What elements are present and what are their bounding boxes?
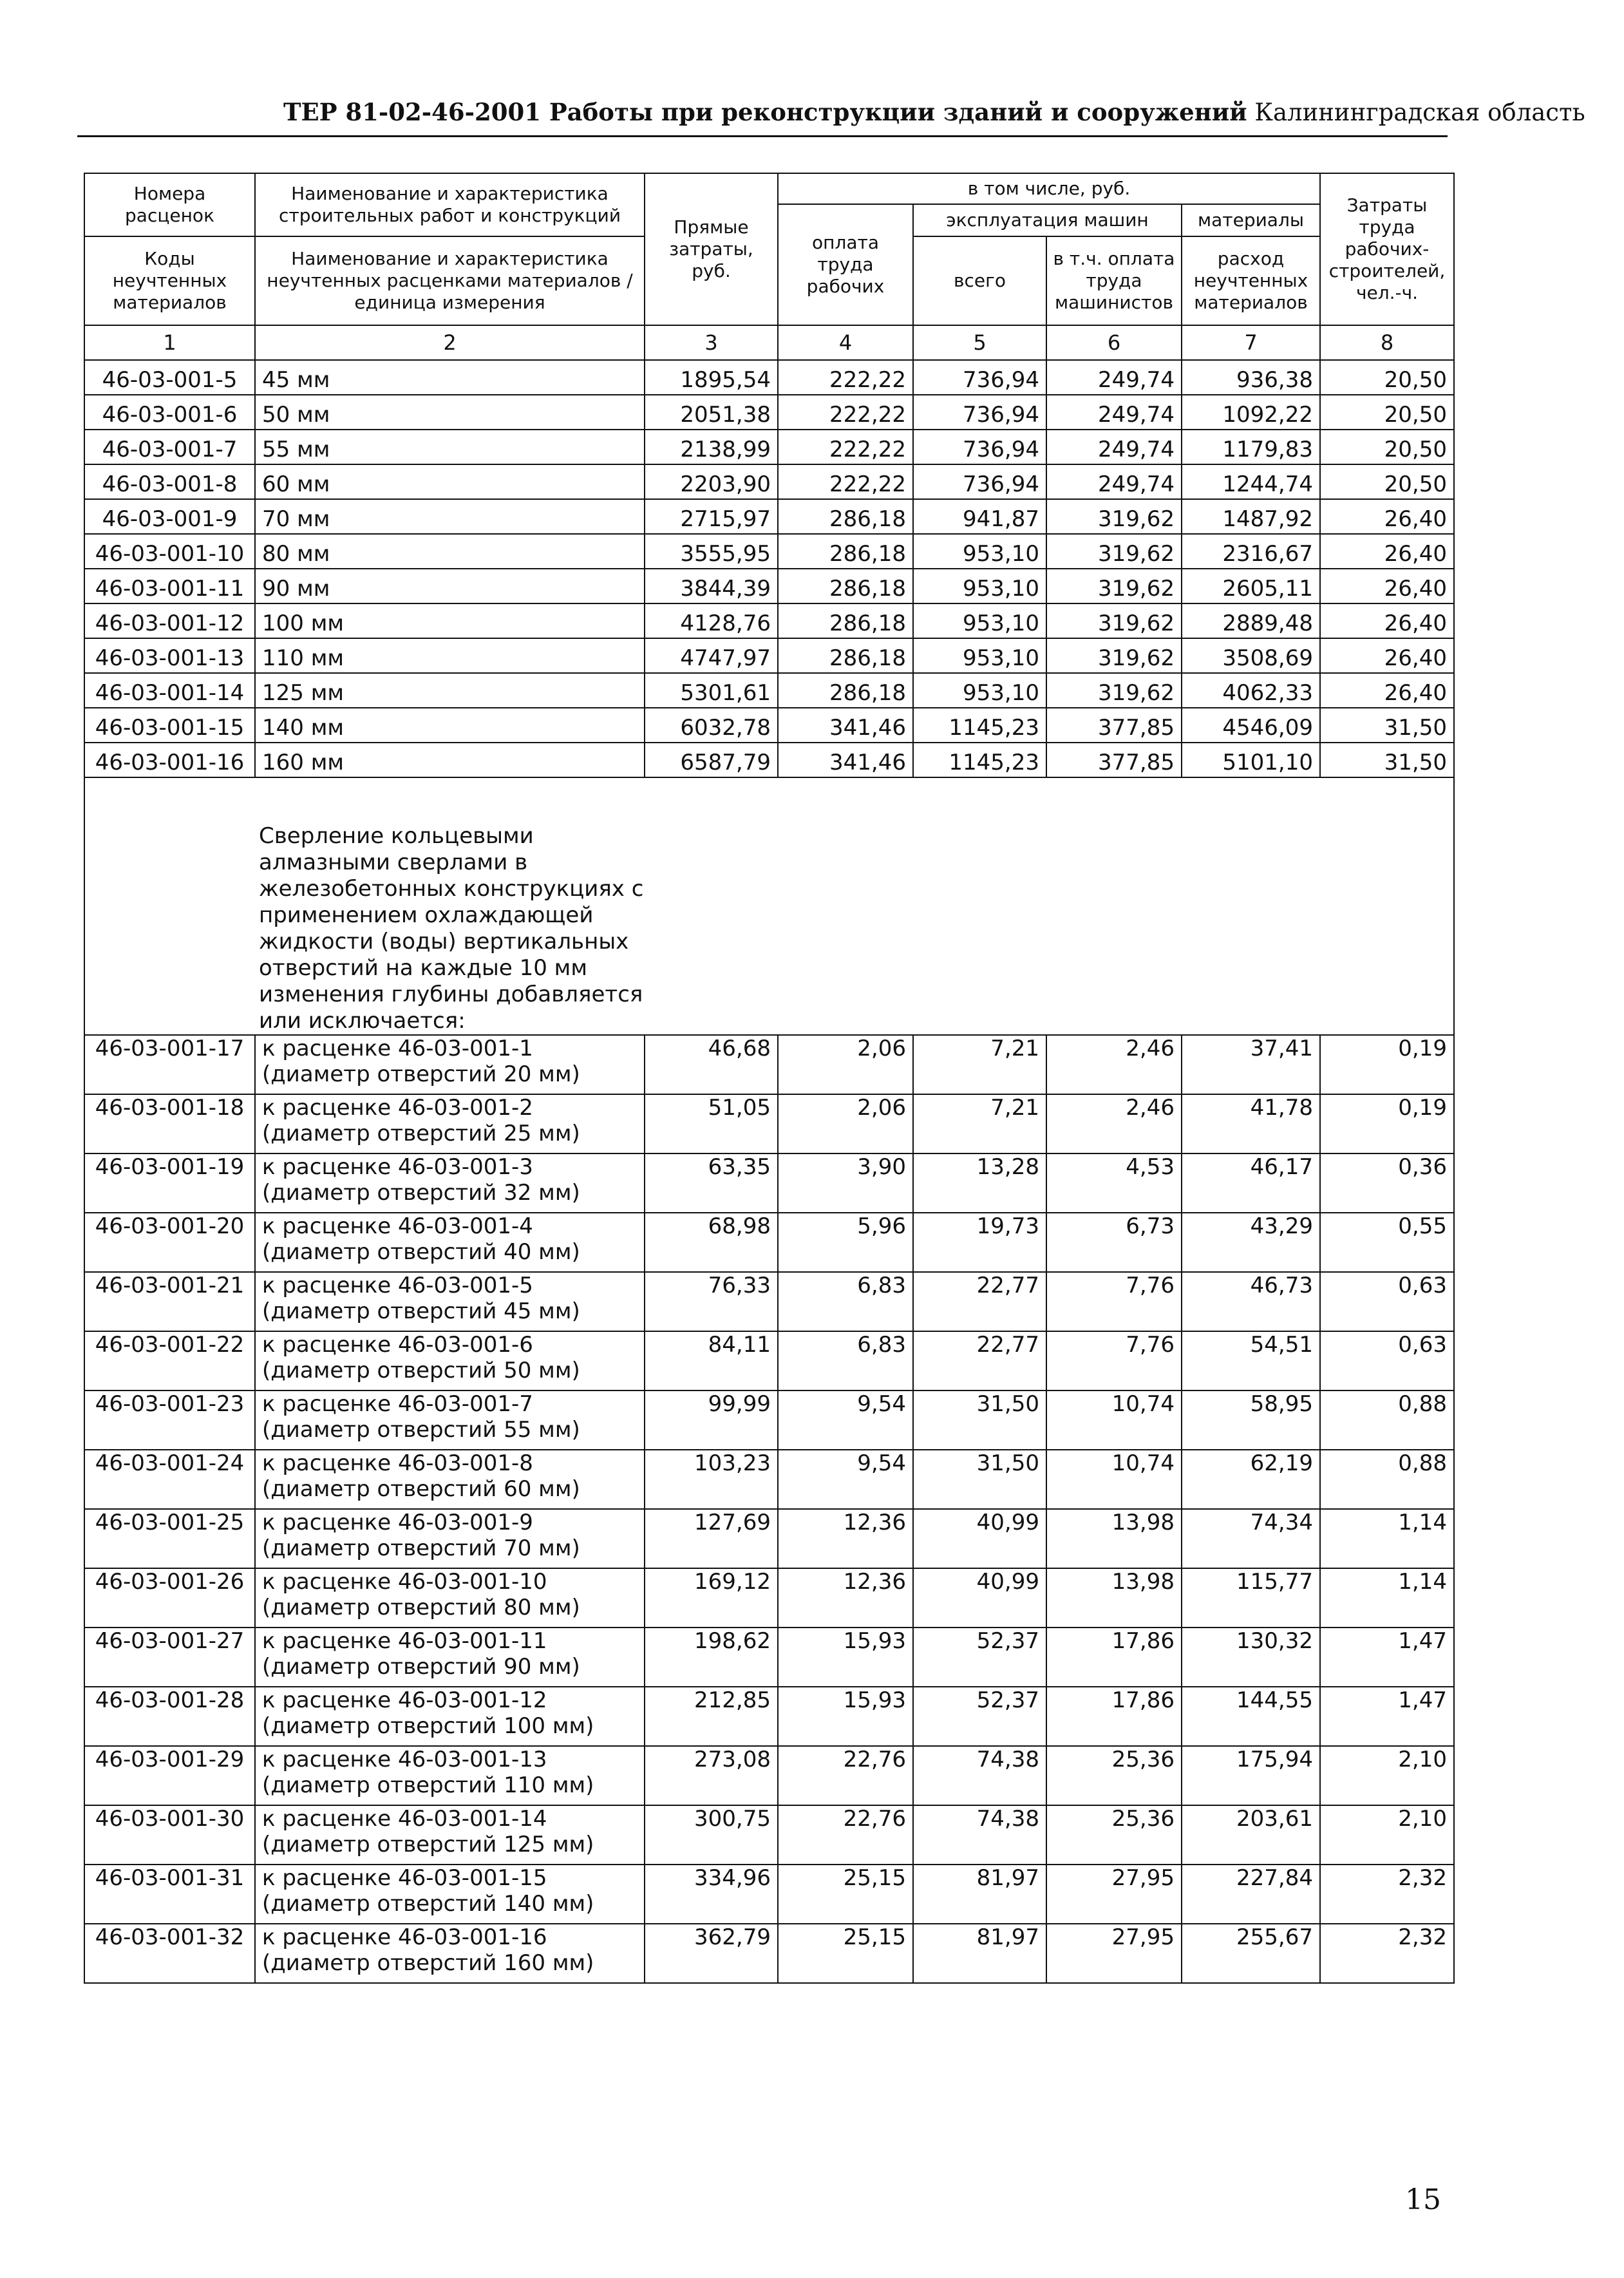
column-number: 5 — [913, 325, 1046, 360]
worker-pay: 12,36 — [778, 1568, 913, 1628]
direct-costs: 1895,54 — [645, 360, 778, 395]
operator-pay: 25,36 — [1046, 1746, 1182, 1805]
materials-cost: 936,38 — [1182, 360, 1320, 395]
table-row — [84, 743, 1454, 777]
operator-pay: 17,86 — [1046, 1628, 1182, 1687]
labor-hours: 2,32 — [1320, 1924, 1454, 1983]
materials-cost: 37,41 — [1182, 1035, 1320, 1094]
labor-hours: 1,14 — [1320, 1568, 1454, 1628]
table-row — [84, 1213, 1454, 1272]
operator-pay: 319,62 — [1046, 673, 1182, 708]
table-row — [84, 1628, 1454, 1687]
rates-table — [84, 173, 1455, 1984]
direct-costs: 6587,79 — [645, 743, 778, 777]
machines-total: 19,73 — [913, 1213, 1046, 1272]
direct-costs: 76,33 — [645, 1272, 778, 1331]
operator-pay: 27,95 — [1046, 1865, 1182, 1924]
section-row — [84, 777, 1454, 1035]
direct-costs: 99,99 — [645, 1391, 778, 1450]
worker-pay: 341,46 — [778, 743, 913, 777]
rate-name: к расценке 46-03-001-14 (диаметр отверстий 125 мм) — [255, 1805, 645, 1865]
worker-pay: 9,54 — [778, 1391, 913, 1450]
direct-costs: 2051,38 — [645, 395, 778, 430]
rate-code: 46-03-001-5 — [84, 360, 255, 395]
table-row — [84, 1450, 1454, 1509]
direct-costs: 3844,39 — [645, 569, 778, 603]
header-direct-costs: Прямые затраты, руб. — [645, 173, 778, 325]
materials-cost: 4062,33 — [1182, 673, 1320, 708]
machines-total: 953,10 — [913, 638, 1046, 673]
header-machines-total: всего — [913, 236, 1046, 325]
machines-total: 736,94 — [913, 464, 1046, 499]
header-worker-pay: оплата труда рабочих — [778, 204, 913, 325]
table-row — [84, 395, 1454, 430]
machines-total: 74,38 — [913, 1805, 1046, 1865]
materials-cost: 203,61 — [1182, 1805, 1320, 1865]
worker-pay: 22,76 — [778, 1746, 913, 1805]
rate-name: к расценке 46-03-001-10 (диаметр отверстий 80 мм) — [255, 1568, 645, 1628]
machines-total: 7,21 — [913, 1035, 1046, 1094]
page-number: 15 — [1405, 2183, 1441, 2216]
machines-total: 1145,23 — [913, 708, 1046, 743]
rate-name: 110 мм — [255, 638, 645, 673]
rate-code: 46-03-001-27 — [84, 1628, 255, 1687]
materials-cost: 1092,22 — [1182, 395, 1320, 430]
direct-costs: 4128,76 — [645, 603, 778, 638]
direct-costs: 362,79 — [645, 1924, 778, 1983]
rate-name: к расценке 46-03-001-13 (диаметр отверстий 110 мм) — [255, 1746, 645, 1805]
machines-total: 736,94 — [913, 360, 1046, 395]
machines-total: 953,10 — [913, 603, 1046, 638]
column-number: 6 — [1046, 325, 1182, 360]
rate-code: 46-03-001-10 — [84, 534, 255, 569]
operator-pay: 7,76 — [1046, 1272, 1182, 1331]
rate-name: к расценке 46-03-001-4 (диаметр отверстий 40 мм) — [255, 1213, 645, 1272]
header-title-bold: ТЕР 81-02-46-2001 Работы при реконструкции зданий и сооружений — [283, 98, 1247, 126]
rate-name: 100 мм — [255, 603, 645, 638]
operator-pay: 319,62 — [1046, 603, 1182, 638]
machines-total: 953,10 — [913, 534, 1046, 569]
machines-total: 736,94 — [913, 430, 1046, 464]
machines-total: 81,97 — [913, 1924, 1046, 1983]
worker-pay: 286,18 — [778, 569, 913, 603]
direct-costs: 300,75 — [645, 1805, 778, 1865]
rate-code: 46-03-001-6 — [84, 395, 255, 430]
worker-pay: 222,22 — [778, 430, 913, 464]
table-row — [84, 1924, 1454, 1983]
rate-code: 46-03-001-21 — [84, 1272, 255, 1331]
rate-name: 140 мм — [255, 708, 645, 743]
labor-hours: 0,63 — [1320, 1331, 1454, 1391]
labor-hours: 2,10 — [1320, 1805, 1454, 1865]
section-cell — [84, 777, 1454, 1035]
operator-pay: 249,74 — [1046, 395, 1182, 430]
materials-cost: 1487,92 — [1182, 499, 1320, 534]
direct-costs: 5301,61 — [645, 673, 778, 708]
rate-code: 46-03-001-17 — [84, 1035, 255, 1094]
operator-pay: 249,74 — [1046, 464, 1182, 499]
table-row — [84, 569, 1454, 603]
rate-name: к расценке 46-03-001-8 (диаметр отверстий 60 мм) — [255, 1450, 645, 1509]
machines-total: 1145,23 — [913, 743, 1046, 777]
rate-name: к расценке 46-03-001-6 (диаметр отверстий 50 мм) — [255, 1331, 645, 1391]
materials-cost: 1244,74 — [1182, 464, 1320, 499]
worker-pay: 3,90 — [778, 1153, 913, 1213]
materials-cost: 130,32 — [1182, 1628, 1320, 1687]
header-operator-pay: в т.ч. оплата труда машинистов — [1046, 236, 1182, 325]
labor-hours: 26,40 — [1320, 603, 1454, 638]
labor-hours: 26,40 — [1320, 534, 1454, 569]
worker-pay: 2,06 — [778, 1094, 913, 1153]
labor-hours: 0,19 — [1320, 1094, 1454, 1153]
labor-hours: 1,14 — [1320, 1509, 1454, 1568]
rate-code: 46-03-001-31 — [84, 1865, 255, 1924]
rate-code: 46-03-001-18 — [84, 1094, 255, 1153]
rate-name: к расценке 46-03-001-9 (диаметр отверстий 70 мм) — [255, 1509, 645, 1568]
table-row — [84, 1094, 1454, 1153]
worker-pay: 6,83 — [778, 1272, 913, 1331]
machines-total: 81,97 — [913, 1865, 1046, 1924]
direct-costs: 103,23 — [645, 1450, 778, 1509]
operator-pay: 377,85 — [1046, 743, 1182, 777]
machines-total: 953,10 — [913, 569, 1046, 603]
header-materials: материалы — [1182, 204, 1320, 236]
header-rate-numbers: Номера расценок — [84, 173, 255, 236]
worker-pay: 12,36 — [778, 1509, 913, 1568]
rate-name: к расценке 46-03-001-7 (диаметр отверстий 55 мм) — [255, 1391, 645, 1450]
materials-cost: 144,55 — [1182, 1687, 1320, 1746]
labor-hours: 0,63 — [1320, 1272, 1454, 1331]
materials-cost: 3508,69 — [1182, 638, 1320, 673]
operator-pay: 17,86 — [1046, 1687, 1182, 1746]
rate-name: 90 мм — [255, 569, 645, 603]
materials-cost: 1179,83 — [1182, 430, 1320, 464]
labor-hours: 2,32 — [1320, 1865, 1454, 1924]
worker-pay: 6,83 — [778, 1331, 913, 1391]
worker-pay: 286,18 — [778, 638, 913, 673]
worker-pay: 286,18 — [778, 534, 913, 569]
labor-hours: 20,50 — [1320, 395, 1454, 430]
direct-costs: 212,85 — [645, 1687, 778, 1746]
machines-total: 22,77 — [913, 1272, 1046, 1331]
direct-costs: 2715,97 — [645, 499, 778, 534]
direct-costs: 2138,99 — [645, 430, 778, 464]
table-row — [84, 638, 1454, 673]
worker-pay: 222,22 — [778, 464, 913, 499]
labor-hours: 31,50 — [1320, 743, 1454, 777]
operator-pay: 7,76 — [1046, 1331, 1182, 1391]
header-title-region: Калининградская область — [1254, 99, 1585, 126]
operator-pay: 377,85 — [1046, 708, 1182, 743]
operator-pay: 25,36 — [1046, 1805, 1182, 1865]
rate-code: 46-03-001-30 — [84, 1805, 255, 1865]
rate-code: 46-03-001-8 — [84, 464, 255, 499]
rate-name: к расценке 46-03-001-11 (диаметр отверстий 90 мм) — [255, 1628, 645, 1687]
rate-code: 46-03-001-25 — [84, 1509, 255, 1568]
column-number: 2 — [255, 325, 645, 360]
column-number: 1 — [84, 325, 255, 360]
labor-hours: 26,40 — [1320, 499, 1454, 534]
header-material-consumption: расход неучтенных материалов — [1182, 236, 1320, 325]
operator-pay: 249,74 — [1046, 430, 1182, 464]
header-including: в том числе, руб. — [778, 173, 1320, 204]
labor-hours: 26,40 — [1320, 673, 1454, 708]
rate-name: к расценке 46-03-001-2 (диаметр отверстий 25 мм) — [255, 1094, 645, 1153]
labor-hours: 20,50 — [1320, 430, 1454, 464]
rate-code: 46-03-001-19 — [84, 1153, 255, 1213]
header-machines: эксплуатация машин — [913, 204, 1182, 236]
worker-pay: 9,54 — [778, 1450, 913, 1509]
machines-total: 52,37 — [913, 1687, 1046, 1746]
direct-costs: 2203,90 — [645, 464, 778, 499]
rate-name: 55 мм — [255, 430, 645, 464]
worker-pay: 25,15 — [778, 1924, 913, 1983]
rate-code: 46-03-001-16 — [84, 743, 255, 777]
direct-costs: 63,35 — [645, 1153, 778, 1213]
table-row — [84, 360, 1454, 395]
operator-pay: 10,74 — [1046, 1450, 1182, 1509]
direct-costs: 4747,97 — [645, 638, 778, 673]
materials-cost: 41,78 — [1182, 1094, 1320, 1153]
header-material-codes: Коды неучтенных материалов — [84, 236, 255, 325]
direct-costs: 169,12 — [645, 1568, 778, 1628]
materials-cost: 2316,67 — [1182, 534, 1320, 569]
labor-hours: 0,55 — [1320, 1213, 1454, 1272]
direct-costs: 46,68 — [645, 1035, 778, 1094]
rate-name: к расценке 46-03-001-3 (диаметр отверстий 32 мм) — [255, 1153, 645, 1213]
rate-code: 46-03-001-7 — [84, 430, 255, 464]
direct-costs: 334,96 — [645, 1865, 778, 1924]
table-row — [84, 673, 1454, 708]
operator-pay: 2,46 — [1046, 1035, 1182, 1094]
rate-name: 125 мм — [255, 673, 645, 708]
machines-total: 74,38 — [913, 1746, 1046, 1805]
rate-code: 46-03-001-12 — [84, 603, 255, 638]
direct-costs: 273,08 — [645, 1746, 778, 1805]
header-material-name: Наименование и характеристика неучтенных расценками материалов / единица измерения — [255, 236, 645, 325]
materials-cost: 74,34 — [1182, 1509, 1320, 1568]
operator-pay: 27,95 — [1046, 1924, 1182, 1983]
operator-pay: 2,46 — [1046, 1094, 1182, 1153]
labor-hours: 2,10 — [1320, 1746, 1454, 1805]
rate-name: 160 мм — [255, 743, 645, 777]
rate-code: 46-03-001-13 — [84, 638, 255, 673]
table-row — [84, 1153, 1454, 1213]
machines-total: 953,10 — [913, 673, 1046, 708]
operator-pay: 319,62 — [1046, 569, 1182, 603]
rate-code: 46-03-001-23 — [84, 1391, 255, 1450]
labor-hours: 0,88 — [1320, 1391, 1454, 1450]
header-work-name: Наименование и характеристика строительных работ и конструкций — [255, 173, 645, 236]
table-row — [84, 1272, 1454, 1331]
table-row — [84, 464, 1454, 499]
rate-code: 46-03-001-14 — [84, 673, 255, 708]
machines-total: 13,28 — [913, 1153, 1046, 1213]
labor-hours: 20,50 — [1320, 360, 1454, 395]
rate-name: к расценке 46-03-001-5 (диаметр отверстий 45 мм) — [255, 1272, 645, 1331]
worker-pay: 222,22 — [778, 360, 913, 395]
direct-costs: 127,69 — [645, 1509, 778, 1568]
operator-pay: 13,98 — [1046, 1509, 1182, 1568]
direct-costs: 68,98 — [645, 1213, 778, 1272]
table-row — [84, 1865, 1454, 1924]
table-row — [84, 603, 1454, 638]
materials-cost: 62,19 — [1182, 1450, 1320, 1509]
column-number: 7 — [1182, 325, 1320, 360]
materials-cost: 58,95 — [1182, 1391, 1320, 1450]
worker-pay: 286,18 — [778, 603, 913, 638]
table-row — [84, 1746, 1454, 1805]
labor-hours: 26,40 — [1320, 569, 1454, 603]
worker-pay: 15,93 — [778, 1687, 913, 1746]
worker-pay: 2,06 — [778, 1035, 913, 1094]
worker-pay: 286,18 — [778, 499, 913, 534]
operator-pay: 249,74 — [1046, 360, 1182, 395]
operator-pay: 319,62 — [1046, 534, 1182, 569]
labor-hours: 20,50 — [1320, 464, 1454, 499]
table-row — [84, 1568, 1454, 1628]
materials-cost: 175,94 — [1182, 1746, 1320, 1805]
operator-pay: 319,62 — [1046, 638, 1182, 673]
header-labor-hours: Затраты труда рабочих-строителей, чел.-ч. — [1320, 173, 1454, 325]
column-number: 3 — [645, 325, 778, 360]
machines-total: 31,50 — [913, 1450, 1046, 1509]
direct-costs: 84,11 — [645, 1331, 778, 1391]
worker-pay: 341,46 — [778, 708, 913, 743]
machines-total: 22,77 — [913, 1331, 1046, 1391]
table-row — [84, 1805, 1454, 1865]
direct-costs: 198,62 — [645, 1628, 778, 1687]
labor-hours: 26,40 — [1320, 638, 1454, 673]
section-description: Сверление кольцевыми алмазными сверлами в железобетонных конструкциях с применением охлаждающей жидкости (воды) вертикальных отверстий на каждые 10 мм изменения глубины добавляется или исключается: — [259, 823, 644, 1034]
rate-name: 60 мм — [255, 464, 645, 499]
table-row — [84, 430, 1454, 464]
materials-cost: 4546,09 — [1182, 708, 1320, 743]
column-number: 8 — [1320, 325, 1454, 360]
rate-code: 46-03-001-29 — [84, 1746, 255, 1805]
labor-hours: 0,19 — [1320, 1035, 1454, 1094]
materials-cost: 5101,10 — [1182, 743, 1320, 777]
table-row — [84, 1509, 1454, 1568]
machines-total: 736,94 — [913, 395, 1046, 430]
rate-code: 46-03-001-28 — [84, 1687, 255, 1746]
labor-hours: 0,36 — [1320, 1153, 1454, 1213]
rate-code: 46-03-001-22 — [84, 1331, 255, 1391]
worker-pay: 25,15 — [778, 1865, 913, 1924]
direct-costs: 3555,95 — [645, 534, 778, 569]
materials-cost: 46,73 — [1182, 1272, 1320, 1331]
rate-name: 80 мм — [255, 534, 645, 569]
operator-pay: 319,62 — [1046, 499, 1182, 534]
materials-cost: 115,77 — [1182, 1568, 1320, 1628]
materials-cost: 255,67 — [1182, 1924, 1320, 1983]
rate-name: к расценке 46-03-001-12 (диаметр отверстий 100 мм) — [255, 1687, 645, 1746]
machines-total: 941,87 — [913, 499, 1046, 534]
table-row — [84, 1687, 1454, 1746]
worker-pay: 222,22 — [778, 395, 913, 430]
table-row — [84, 534, 1454, 569]
direct-costs: 6032,78 — [645, 708, 778, 743]
machines-total: 31,50 — [913, 1391, 1046, 1450]
operator-pay: 10,74 — [1046, 1391, 1182, 1450]
materials-cost: 2605,11 — [1182, 569, 1320, 603]
machines-total: 40,99 — [913, 1568, 1046, 1628]
rate-name: 45 мм — [255, 360, 645, 395]
worker-pay: 5,96 — [778, 1213, 913, 1272]
machines-total: 40,99 — [913, 1509, 1046, 1568]
column-number: 4 — [778, 325, 913, 360]
labor-hours: 0,88 — [1320, 1450, 1454, 1509]
table-row — [84, 1035, 1454, 1094]
table-row — [84, 499, 1454, 534]
operator-pay: 6,73 — [1046, 1213, 1182, 1272]
labor-hours: 1,47 — [1320, 1687, 1454, 1746]
materials-cost: 54,51 — [1182, 1331, 1320, 1391]
materials-cost: 227,84 — [1182, 1865, 1320, 1924]
machines-total: 52,37 — [913, 1628, 1046, 1687]
operator-pay: 13,98 — [1046, 1568, 1182, 1628]
rate-code: 46-03-001-11 — [84, 569, 255, 603]
materials-cost: 46,17 — [1182, 1153, 1320, 1213]
rate-code: 46-03-001-24 — [84, 1450, 255, 1509]
worker-pay: 15,93 — [778, 1628, 913, 1687]
rate-code: 46-03-001-15 — [84, 708, 255, 743]
worker-pay: 22,76 — [778, 1805, 913, 1865]
operator-pay: 4,53 — [1046, 1153, 1182, 1213]
table-row — [84, 1391, 1454, 1450]
rate-name: к расценке 46-03-001-1 (диаметр отверстий 20 мм) — [255, 1035, 645, 1094]
header-rule — [77, 135, 1448, 137]
rate-code: 46-03-001-26 — [84, 1568, 255, 1628]
document-header — [283, 98, 1585, 126]
rate-code: 46-03-001-9 — [84, 499, 255, 534]
rate-code: 46-03-001-32 — [84, 1924, 255, 1983]
rate-name: 70 мм — [255, 499, 645, 534]
worker-pay: 286,18 — [778, 673, 913, 708]
table-row — [84, 708, 1454, 743]
table-row — [84, 1331, 1454, 1391]
direct-costs: 51,05 — [645, 1094, 778, 1153]
rate-code: 46-03-001-20 — [84, 1213, 255, 1272]
rate-name: к расценке 46-03-001-16 (диаметр отверстий 160 мм) — [255, 1924, 645, 1983]
materials-cost: 43,29 — [1182, 1213, 1320, 1272]
materials-cost: 2889,48 — [1182, 603, 1320, 638]
machines-total: 7,21 — [913, 1094, 1046, 1153]
labor-hours: 1,47 — [1320, 1628, 1454, 1687]
rate-name: к расценке 46-03-001-15 (диаметр отверстий 140 мм) — [255, 1865, 645, 1924]
labor-hours: 31,50 — [1320, 708, 1454, 743]
rate-name: 50 мм — [255, 395, 645, 430]
